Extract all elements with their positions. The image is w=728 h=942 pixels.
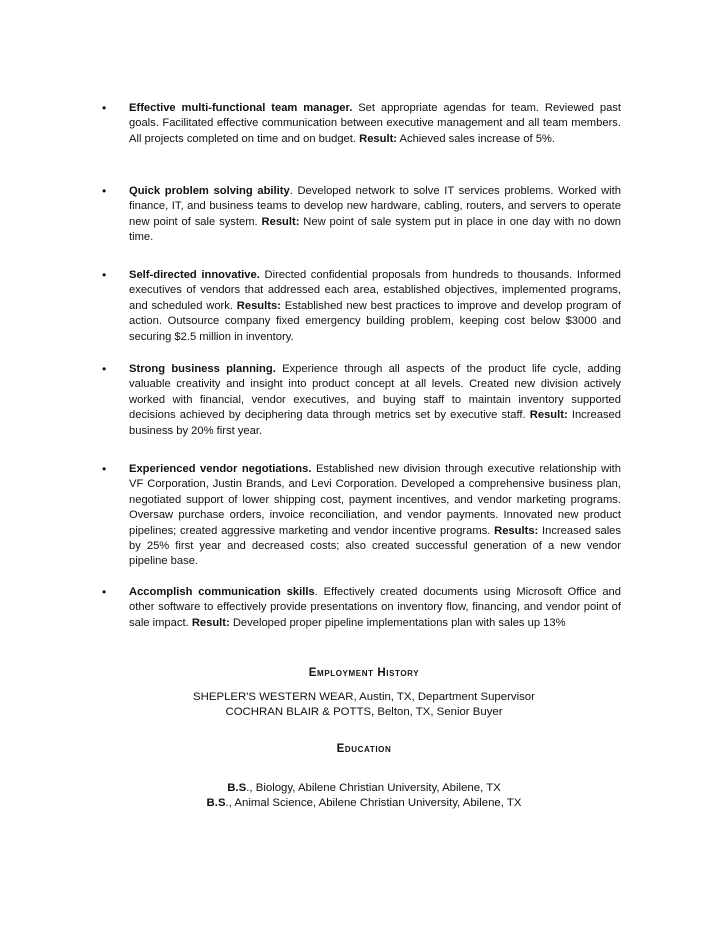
bullet-icon: • <box>102 362 107 376</box>
result-text: Developed proper pipeline implementations plan with sales up 13% <box>229 616 566 629</box>
achievement-lead: Self-directed innovative. <box>129 269 260 281</box>
achievement-text <box>129 462 621 570</box>
degree-details: ., Animal Science, Abilene Christian University, Abilene, TX <box>225 797 522 809</box>
achievement-body: Directed confidential proposals from hundreds to thousands. Informed executives of vendors that addressed each area, established objectives, implemented programs, and scheduled work. <box>129 269 622 312</box>
employment-history-heading <box>0 667 728 679</box>
achievement-lead: Effective multi-functional team manager. <box>129 102 353 114</box>
achievement-text <box>129 101 621 147</box>
result-label: Results: <box>236 299 281 312</box>
bullet-icon: • <box>102 268 107 282</box>
achievement-text <box>129 362 621 439</box>
education-entry <box>0 781 728 796</box>
result-label: Result: <box>191 616 230 629</box>
heading-text: Employment History <box>308 667 420 679</box>
achievement-lead: Experienced vendor negotiations. <box>129 463 312 475</box>
achievement-body: . Developed network to solve IT services problems. Worked with finance, IT, and business teams to develop new hardware, cabling, routers, and servers to operate new point of sale system. <box>129 185 621 228</box>
achievement-body: . Effectively created documents using Microsoft Office and other software to effectively provide presentations on inventory flow, financing, and vendor point of sale impact. <box>129 586 621 629</box>
result-label: Result: <box>359 132 398 145</box>
education-heading <box>0 743 728 755</box>
result-text: Increased business by 20% first year. <box>129 409 621 437</box>
achievement-text <box>129 184 621 246</box>
employment-line: SHEPLER'S WESTERN WEAR, Austin, TX, Department Supervisor <box>193 691 535 703</box>
achievement-body: Experience through all aspects of the product life cycle, adding valuable creativity and insight into product concept at all levels. Created new division actively worked with financial, vendor executives, and buying staff to maintain inventory supported decisions achieved by deciphering data through metrics set by executive staff. <box>129 363 621 422</box>
result-text: New point of sale system put in place in one day with no down time. <box>129 215 621 244</box>
achievement-lead: Accomplish communication skills <box>129 586 315 598</box>
result-text: Increased sales by 25% first year and decreased costs; also created successful generation of a new vendor pipeline base. <box>129 524 621 568</box>
achievement-lead: Quick problem solving ability <box>129 185 290 197</box>
heading-text: Education <box>336 743 392 755</box>
result-label: Result: <box>261 215 300 228</box>
result-text: Achieved sales increase of 5%. <box>397 132 555 145</box>
employment-line: COCHRAN BLAIR & POTTS, Belton, TX, Senior Buyer <box>225 706 503 718</box>
bullet-icon: • <box>102 101 107 115</box>
achievement-text <box>129 268 621 345</box>
result-label: Results: <box>494 524 539 537</box>
bullet-icon: • <box>102 585 107 599</box>
achievement-body: Set appropriate agendas for team. Reviewed past goals. Facilitated effective communication between executive management and all team members. All projects completed on time and on budget. <box>129 102 621 145</box>
result-label: Result: <box>529 409 568 422</box>
achievement-lead: Strong business planning. <box>129 363 276 375</box>
result-text: Established new best practices to improve and develop program of action. Outsource company fixed emergency building problem, keeping cost below $3000 and securing $2.5 million in inventory. <box>129 299 621 343</box>
achievement-text <box>129 585 621 631</box>
degree: B.S <box>206 797 226 809</box>
education-entry <box>0 796 728 811</box>
degree-details: ., Biology, Abilene Christian University, Abilene, TX <box>246 782 501 794</box>
bullet-icon: • <box>102 184 107 198</box>
bullet-icon: • <box>102 462 107 476</box>
achievement-body: Established new division through executive relationship with VF Corporation, Justin Brands, and Levi Corporation. Developed a comprehensive business plan, negotiated support of lower shipping cost, payment incentives, and vendor marketing programs. Oversaw purchase orders, invoice reconciliation, and vendor payments. Innovated new product pipelines; created aggressive marketing and vendor incentive programs. <box>129 463 621 537</box>
degree: B.S <box>227 782 247 794</box>
